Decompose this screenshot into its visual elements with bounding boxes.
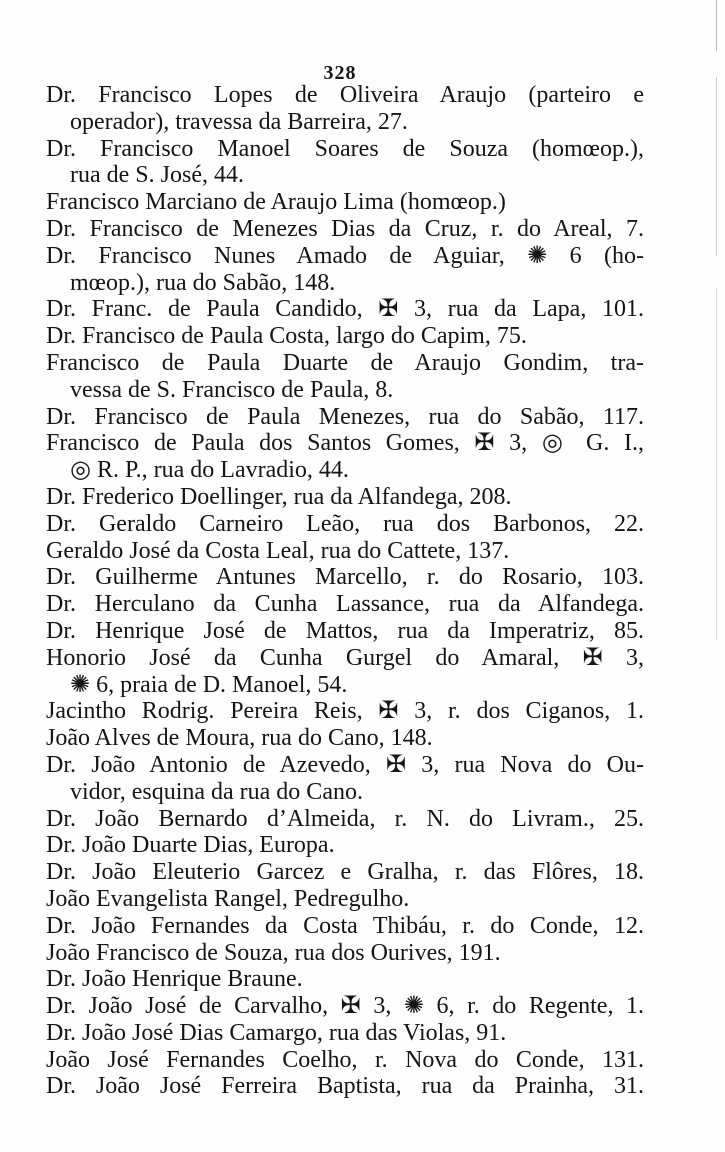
entry-line: João Francisco de Souza, rua dos Ourives, 191. [46, 939, 501, 966]
entry-line: Dr. Francisco de Paula Costa, largo do Capim, 75. [46, 323, 527, 350]
entry-line: Dr. Francisco Nunes Amado de Aguiar, ✺ 6 (ho- [46, 242, 644, 269]
directory-entries [46, 82, 644, 1100]
entry-line: Geraldo José da Costa Leal, rua do Cattete, 137. [46, 537, 510, 564]
entry-line: Dr. Francisco de Menezes Dias da Cruz, r. do Areal, 7. [46, 215, 644, 242]
entry-line: Dr. João Bernardo d’Almeida, r. N. do Livram., 25. [46, 805, 644, 832]
entry-continuation-line: vessa de S. Francisco de Paula, 8. [70, 376, 394, 403]
entry-continuation-line: ✺ 6, praia de D. Manoel, 54. [70, 671, 348, 698]
entry-line: Dr. Herculano da Cunha Lassance, rua da Alfandega. [46, 591, 644, 618]
entry-line: Dr. Francisco Lopes de Oliveira Araujo (parteiro e [46, 82, 644, 108]
entry-line: Dr. Henrique José de Mattos, rua da Imperatriz, 85. [46, 617, 644, 644]
entry-line: Dr. João Antonio de Azevedo, ✠ 3, rua Nova do Ou- [46, 751, 644, 778]
entry-line: Dr. João Duarte Dias, Europa. [46, 832, 335, 859]
entry-line: Dr. João Henrique Braune. [46, 966, 303, 993]
entry-line: Dr. Francisco Manoel Soares de Souza (homœop.), [46, 135, 644, 162]
entry-line: Dr. João Fernandes da Costa Thibáu, r. do Conde, 12. [46, 912, 644, 939]
entry-continuation-line: mœop.), rua do Sabão, 148. [70, 269, 336, 296]
entry-line: Francisco de Paula dos Santos Gomes, ✠ 3, ◎ G. I., [46, 430, 644, 457]
entry-line: Dr. João Eleuterio Garcez e Gralha, r. das Flôres, 18. [46, 859, 644, 886]
entry-continuation-line: operador), travessa da Barreira, 27. [70, 108, 408, 135]
entry-continuation-line: vidor, esquina da rua do Cano. [70, 778, 363, 805]
entry-line: João Alves de Moura, rua do Cano, 148. [46, 725, 433, 752]
entry-line: Jacintho Rodrig. Pereira Reis, ✠ 3, r. dos Ciganos, 1. [46, 698, 644, 725]
entry-continuation-line: ◎ R. P., rua do Lavradio, 44. [70, 457, 349, 484]
page-number: 328 [323, 62, 357, 84]
entry-line: Dr. Frederico Doellinger, rua da Alfandega, 208. [46, 483, 512, 510]
entry-line: João José Fernandes Coelho, r. Nova do Conde, 131. [46, 1046, 644, 1073]
entry-line: Dr. Guilherme Antunes Marcello, r. do Rosario, 103. [46, 564, 644, 591]
entry-line: Francisco Marciano de Araujo Lima (homœop.) [46, 189, 506, 216]
entry-line: Dr. Franc. de Paula Candido, ✠ 3, rua da Lapa, 101. [46, 296, 644, 323]
entry-line: Francisco de Paula Duarte de Araujo Gondim, tra- [46, 349, 644, 376]
margin-rule [716, 0, 717, 640]
entry-line: Dr. João José Ferreira Baptista, rua da Prainha, 31. [46, 1073, 644, 1100]
entry-line: Dr. Francisco de Paula Menezes, rua do Sabão, 117. [46, 403, 644, 430]
entry-line: Dr. Geraldo Carneiro Leão, rua dos Barbonos, 22. [46, 510, 644, 537]
entry-line: Dr. João José Dias Camargo, rua das Violas, 91. [46, 1019, 507, 1046]
entry-line: João Evangelista Rangel, Pedregulho. [46, 885, 410, 912]
entry-continuation-line: rua de S. José, 44. [70, 162, 244, 189]
entry-line: Dr. João José de Carvalho, ✠ 3, ✺ 6, r. do Regente, 1. [46, 993, 644, 1020]
entry-line: Honorio José da Cunha Gurgel do Amaral, ✠ 3, [46, 644, 644, 671]
